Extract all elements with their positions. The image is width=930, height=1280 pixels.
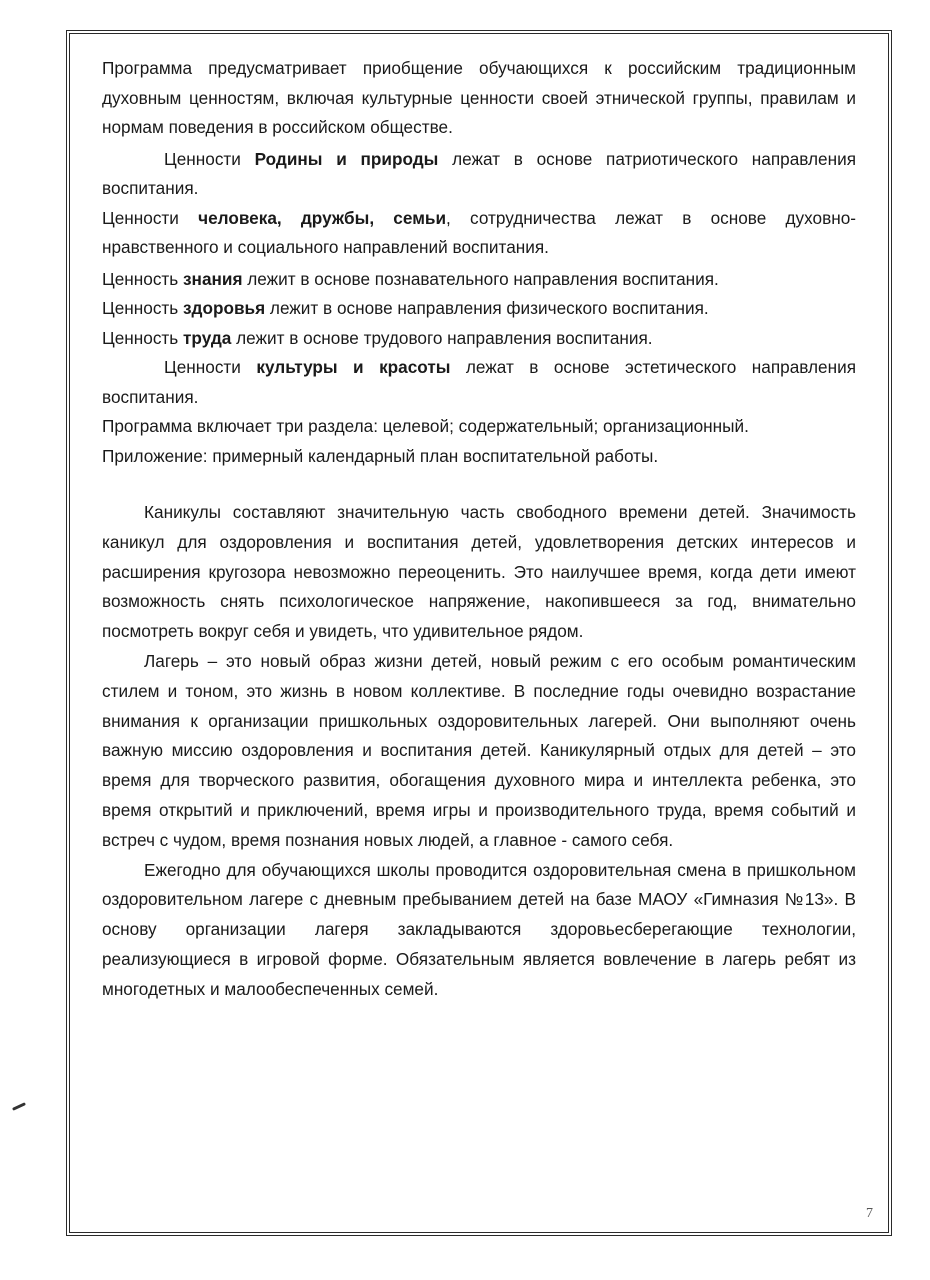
paragraph: Программа включает три раздела: целевой; содержательный; организационный. [102,416,749,436]
paragraph: Ценность знания лежит в основе познавательного направления воспитания. [102,268,719,289]
paragraph: Лагерь – это новый образ жизни детей, новый режим с его особым романтическим стилем и тоном, это жизнь в новом коллективе. В последние годы очевидно возрастание внимания к организации пришкольных оздоровительных лагерей. Они выполняют очень важную миссию оздоровления и воспитания детей. Каникулярный отдых для детей – это время для творческого развития, обогащения духовного мира и интеллекта ребенка, это время открытий и приключений, время игры и производительного труда, время событий и встреч с чудом, время познания новых людей, а главное - самого себя. [102,650,856,850]
values-section [102,54,856,471]
document-body [102,54,856,1005]
paragraph: Ценности Родины и природы лежат в основе патриотического направления воспитания. [102,148,856,198]
paragraph: Каникулы составляют значительную часть свободного времени детей. Значимость каникул для оздоровления и воспитания детей, удовлетворения детских интересов и расширения кругозора невозможно переоценить. Это наилучшее время, когда дети имеют возможность снять психологическое напряжение, накопившееся за год, внимательно посмотреть вокруг себя и увидеть, что удивительное рядом. [102,502,856,642]
paragraph: Ценность здоровья лежит в основе направления физического воспитания. [102,298,709,318]
paragraph: Приложение: примерный календарный план воспитательной работы. [102,445,659,466]
paragraph: Программа предусматривает приобщение обучающихся к российским традиционным духовным ценностям, включая культурные ценности своей этнической группы, правилам и нормам поведения в российском обществе. [102,58,856,137]
paragraph: Ежегодно для обучающихся школы проводится оздоровительная смена в пришкольном оздоровительном лагере с дневным пребыванием детей на базе МАОУ «Гимназия №13». В основу организации лагеря закладываются здоровьесберегающие технологии, реализующиеся в игровой форме. Обязательным является вовлечение в лагерь ребят из многодетных и малообеспеченных семей. [102,859,856,999]
scan-mark [12,1102,26,1111]
page-number: 7 [866,1206,873,1221]
paragraph: Ценности человека, дружбы, семьи, сотрудничества лежат в основе духовно-нравственного и социального направлений воспитания. [102,207,856,257]
camp-section [102,498,856,1005]
paragraph: Ценности культуры и красоты лежат в основе эстетического направления воспитания. [102,357,856,407]
paragraph: Ценность труда лежит в основе трудового направления воспитания. [102,327,653,348]
